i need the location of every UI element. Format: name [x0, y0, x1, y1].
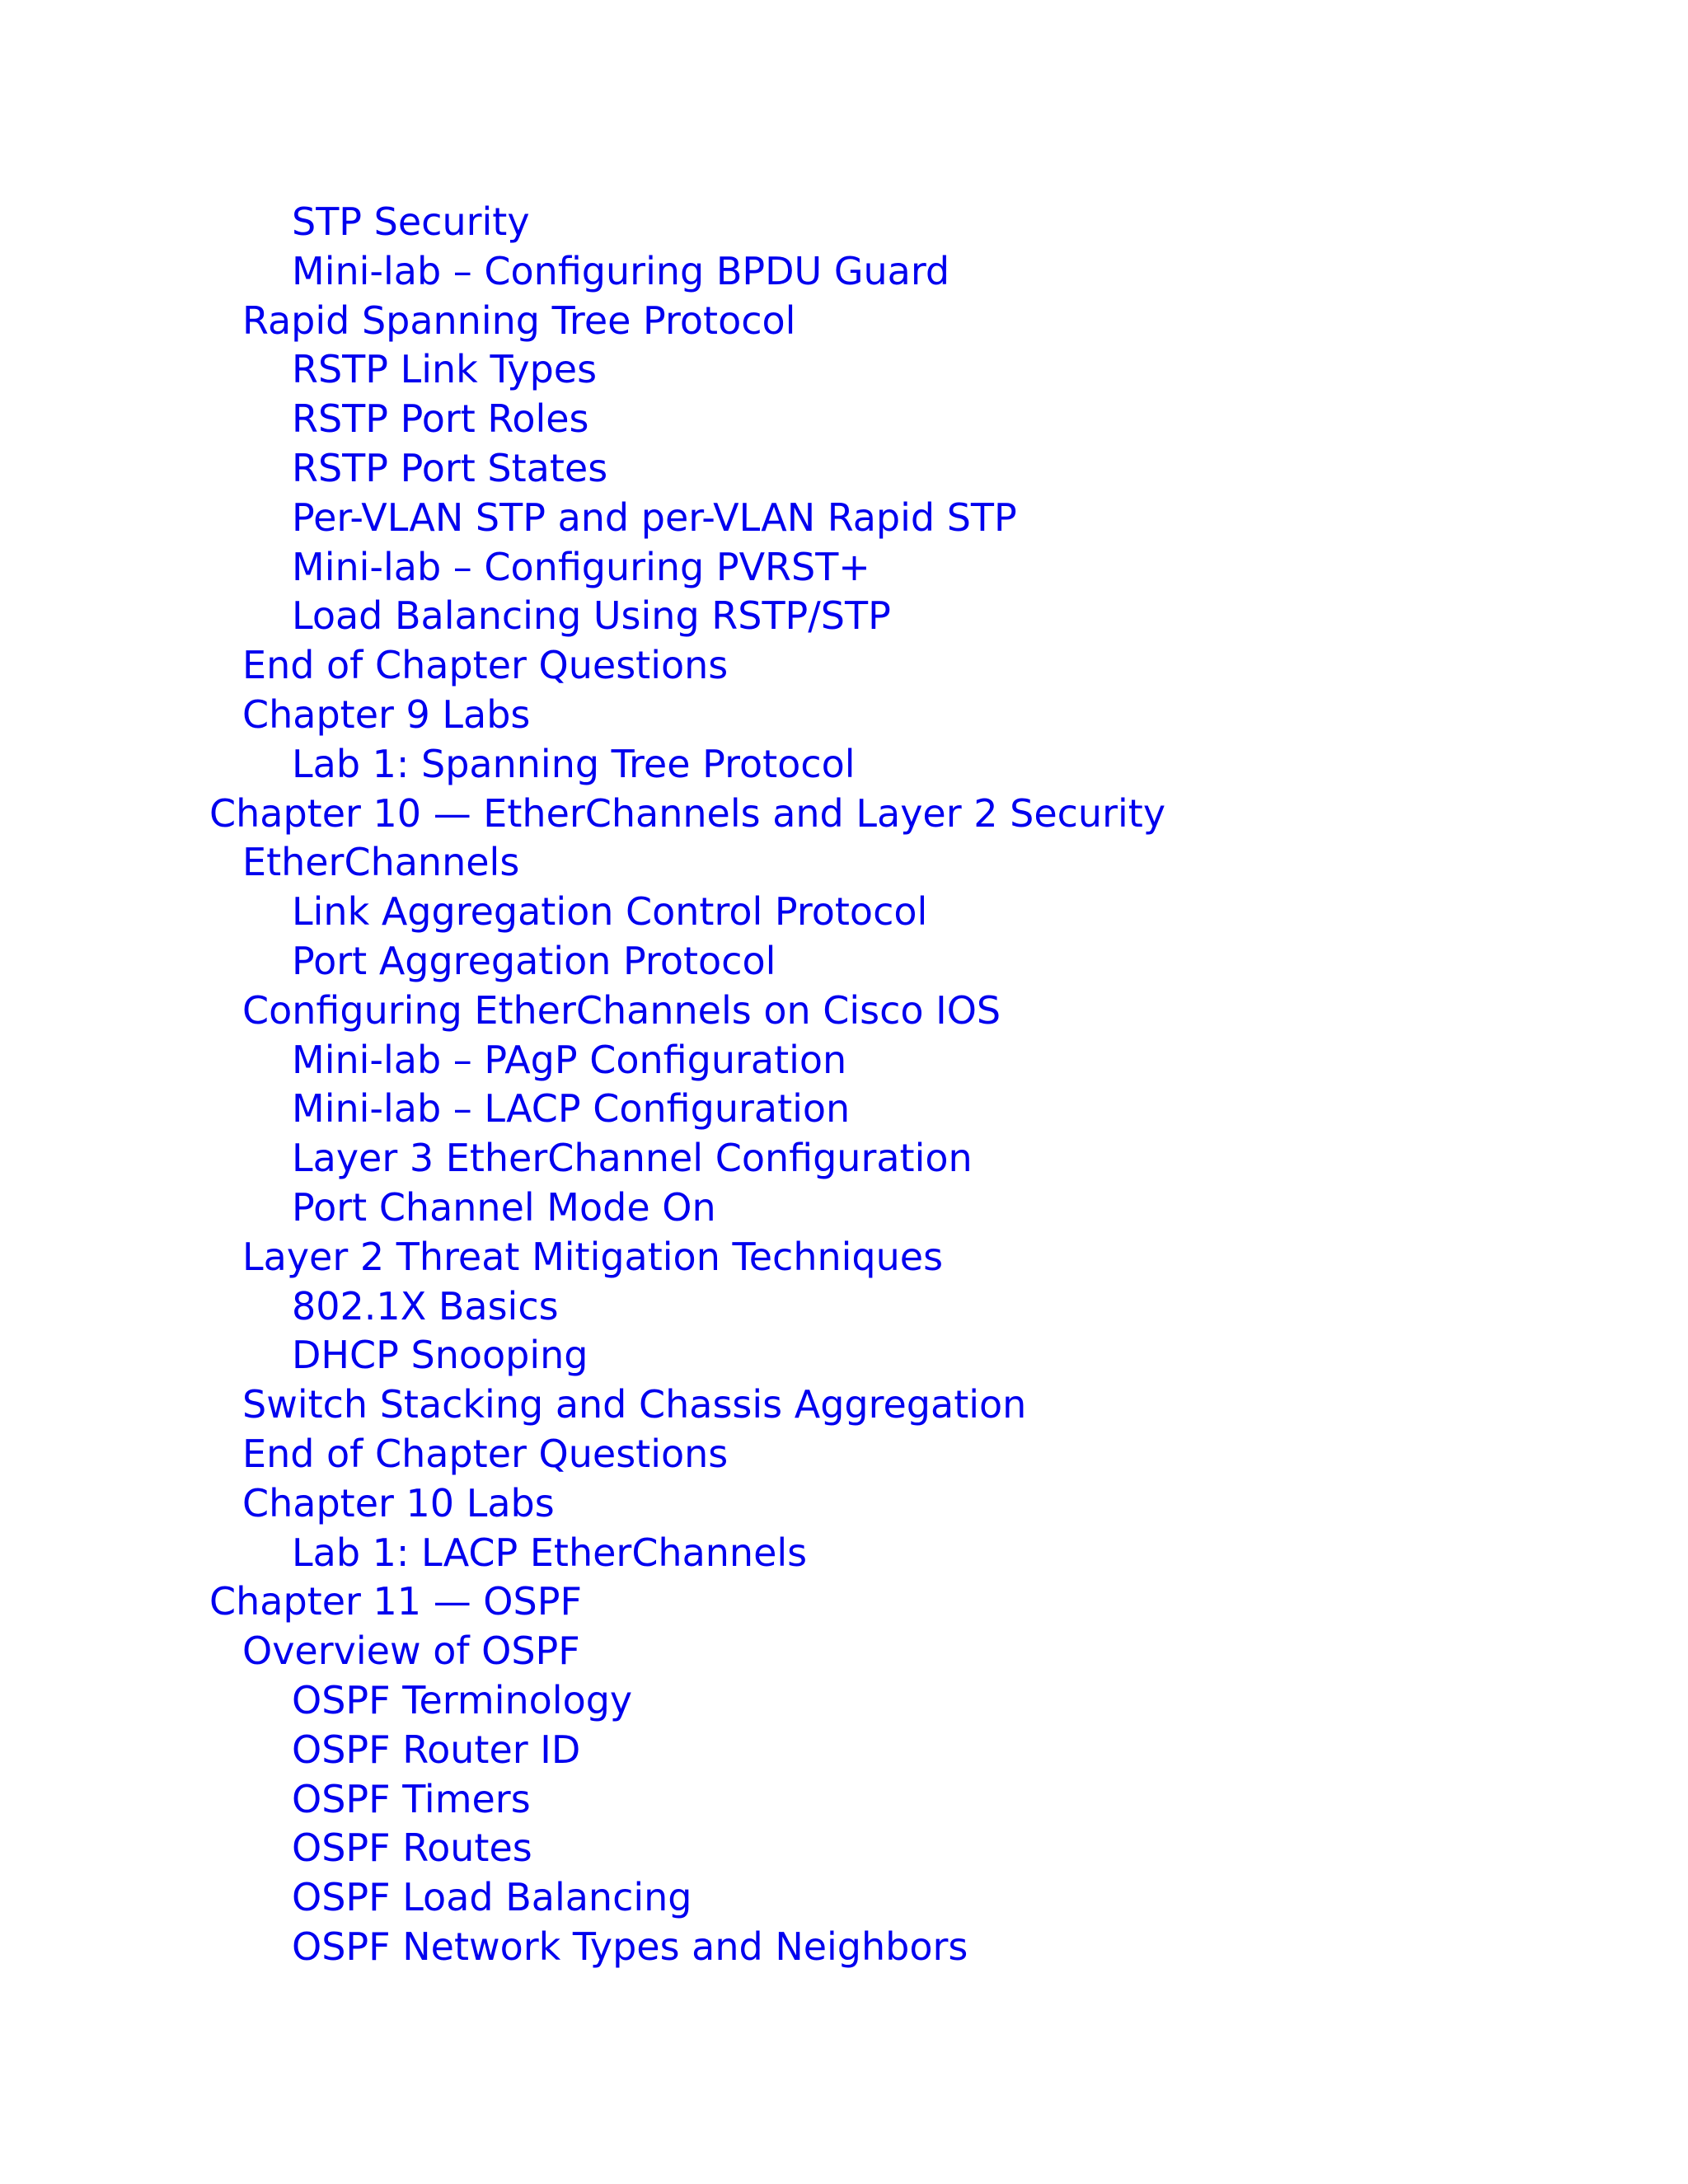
toc-link-subsection[interactable]: Lab 1: LACP EtherChannels — [292, 1530, 808, 1575]
toc-item — [0, 641, 1688, 691]
toc-link-subsection[interactable]: OSPF Routes — [292, 1825, 532, 1871]
toc-item — [0, 937, 1688, 987]
toc-link-subsection[interactable]: Lab 1: Spanning Tree Protocol — [292, 741, 856, 786]
toc-link-section[interactable]: Chapter 10 Labs — [242, 1480, 555, 1526]
toc-link-chapter[interactable]: Chapter 11 — OSPF — [209, 1579, 582, 1624]
toc-item — [0, 1873, 1688, 1923]
toc-link-subsection[interactable]: OSPF Load Balancing — [292, 1875, 692, 1920]
toc-link-subsection[interactable]: Port Channel Mode On — [292, 1184, 716, 1230]
toc-link-chapter[interactable]: Chapter 10 — EtherChannels and Layer 2 Security — [209, 790, 1166, 836]
toc-item — [0, 1036, 1688, 1085]
toc-link-subsection[interactable]: RSTP Port States — [292, 445, 608, 490]
toc-item — [0, 838, 1688, 888]
toc-item — [0, 1529, 1688, 1578]
toc-item — [0, 444, 1688, 494]
toc-item — [0, 198, 1688, 247]
toc-link-section[interactable]: Layer 2 Threat Mitigation Techniques — [242, 1234, 944, 1279]
toc-item — [0, 740, 1688, 790]
toc-link-subsection[interactable]: OSPF Timers — [292, 1776, 531, 1821]
toc-item — [0, 1134, 1688, 1183]
toc-link-subsection[interactable]: Mini-lab – Configuring PVRST+ — [292, 544, 870, 589]
toc-item — [0, 1824, 1688, 1873]
toc-item — [0, 888, 1688, 937]
toc-link-subsection[interactable]: Mini-lab – LACP Configuration — [292, 1086, 851, 1132]
toc-link-subsection[interactable]: Per-VLAN STP and per-VLAN Rapid STP — [292, 494, 1017, 540]
toc-item — [0, 345, 1688, 395]
toc-link-section[interactable]: Chapter 9 Labs — [242, 691, 531, 737]
toc-item — [0, 691, 1688, 740]
toc-item — [0, 1430, 1688, 1479]
toc-item — [0, 790, 1688, 839]
toc-item — [0, 1726, 1688, 1775]
toc-item — [0, 297, 1688, 346]
toc-item — [0, 1479, 1688, 1529]
toc-item — [0, 592, 1688, 641]
table-of-contents — [0, 198, 1688, 1972]
toc-link-subsection[interactable]: OSPF Network Types and Neighbors — [292, 1924, 968, 1969]
toc-item — [0, 1282, 1688, 1332]
toc-item — [0, 1577, 1688, 1627]
toc-link-subsection[interactable]: Mini-lab – PAgP Configuration — [292, 1037, 847, 1082]
toc-link-subsection[interactable]: 802.1X Basics — [292, 1283, 559, 1329]
toc-item — [0, 1627, 1688, 1676]
toc-item — [0, 1775, 1688, 1825]
toc-item — [0, 395, 1688, 444]
toc-link-subsection[interactable]: Mini-lab – Configuring BPDU Guard — [292, 248, 950, 293]
toc-link-subsection[interactable]: Link Aggregation Control Protocol — [292, 889, 928, 935]
toc-item — [0, 247, 1688, 297]
toc-item — [0, 1676, 1688, 1726]
toc-item — [0, 1923, 1688, 1972]
toc-link-subsection[interactable]: Port Aggregation Protocol — [292, 938, 776, 983]
toc-link-section[interactable]: EtherChannels — [242, 840, 520, 885]
toc-link-subsection[interactable]: STP Security — [292, 199, 530, 244]
toc-item — [0, 1233, 1688, 1282]
toc-link-subsection[interactable]: Layer 3 EtherChannel Configuration — [292, 1136, 973, 1181]
toc-link-subsection[interactable]: DHCP Snooping — [292, 1333, 588, 1378]
toc-item — [0, 1331, 1688, 1380]
toc-link-subsection[interactable]: Load Balancing Using RSTP/STP — [292, 593, 891, 639]
toc-item — [0, 494, 1688, 543]
toc-item — [0, 987, 1688, 1036]
toc-link-section[interactable]: Overview of OSPF — [242, 1629, 580, 1674]
toc-item — [0, 1085, 1688, 1134]
toc-link-subsection[interactable]: RSTP Port Roles — [292, 396, 589, 442]
toc-link-subsection[interactable]: RSTP Link Types — [292, 347, 598, 392]
toc-link-section[interactable]: Configuring EtherChannels on Cisco IOS — [242, 987, 1001, 1033]
toc-item — [0, 1380, 1688, 1430]
toc-item — [0, 1183, 1688, 1233]
toc-link-subsection[interactable]: OSPF Terminology — [292, 1677, 633, 1722]
toc-link-section[interactable]: Rapid Spanning Tree Protocol — [242, 298, 796, 343]
toc-link-section[interactable]: Switch Stacking and Chassis Aggregation — [242, 1382, 1027, 1427]
toc-link-section[interactable]: End of Chapter Questions — [242, 1431, 729, 1476]
toc-link-section[interactable]: End of Chapter Questions — [242, 643, 729, 688]
toc-item — [0, 543, 1688, 593]
toc-link-subsection[interactable]: OSPF Router ID — [292, 1727, 581, 1772]
